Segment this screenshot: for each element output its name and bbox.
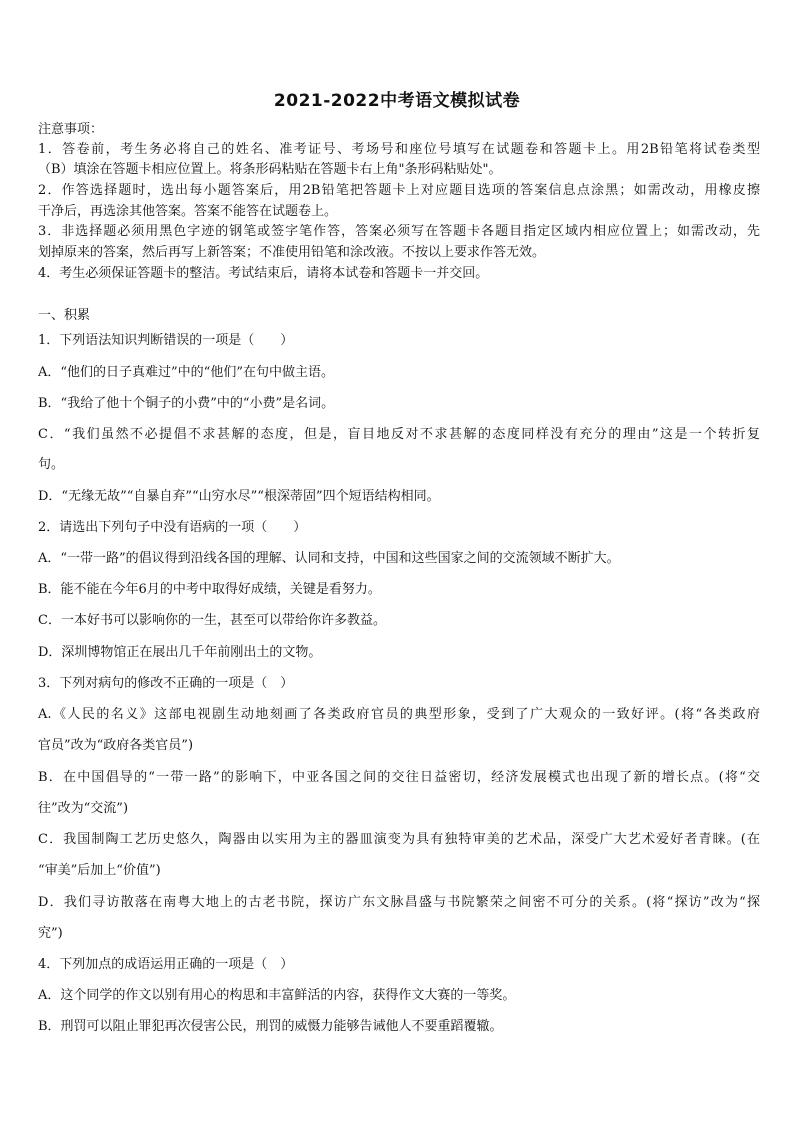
notice-item-2-line-1: 2．作答选择题时，选出每小题答案后，用2B铅笔把答题卡上对应题目选项的答案信息点涂黑；如需改动，用橡皮擦 <box>38 183 760 198</box>
question-4-stem: 4．下列加点的成语运用正确的一项是（ ） <box>38 957 294 972</box>
question-2-option-b: B．能不能在今年6月的中考中取得好成绩，关键是看努力。 <box>38 582 381 597</box>
page-title: 2021-2022中考语文模拟试卷 <box>273 91 521 111</box>
question-3-option-a-line-1: A.《人民的名义》这部电视剧生动地刻画了各类政府官员的典型形象，受到了广大观众的一致好评。(将“各类政府 <box>38 707 760 722</box>
notice-item-2-line-2: 干净后，再选涂其他答案。答案不能答在试题卷上。 <box>38 204 338 219</box>
notice-item-4: 4．考生必须保证答题卡的整洁。考试结束后，请将本试卷和答题卡一并交回。 <box>38 266 489 281</box>
question-2-option-a: A．“一带一路”的倡议得到沿线各国的理解、认同和支持，中国和这些国家之间的交流领域不断扩大。 <box>38 551 620 566</box>
question-1-option-a: A．“他们的日子真难过”中的“他们”在句中做主语。 <box>38 365 334 380</box>
question-4-option-b: B．刑罚可以阻止罪犯再次侵害公民，刑罚的威慑力能够告诫他人不要重蹈覆辙。 <box>38 1019 503 1034</box>
notice-item-1-line-2: （B）填涂在答题卡相应位置上。将条形码粘贴在答题卡右上角"条形码粘贴处"。 <box>38 162 502 177</box>
notice-heading: 注意事项： <box>38 122 104 137</box>
question-3-option-c-line-2: “审美”后加上“价值”) <box>38 863 161 878</box>
question-3-option-d-line-1: D．我们寻访散落在南粤大地上的古老书院，探访广东文脉昌盛与书院繁荣之间密不可分的关系。(将“探访”改为“探 <box>38 895 760 910</box>
question-2-option-c: C．一本好书可以影响你的一生，甚至可以带给你许多教益。 <box>38 613 386 628</box>
question-2-option-d: D．深圳博物馆正在展出几千年前刚出土的文物。 <box>38 645 322 660</box>
notice-item-1-line-1: 1．答卷前，考生务必将自己的姓名、准考证号、考场号和座位号填写在试题卷和答题卡上。用2B铅笔将试卷类型 <box>38 142 760 157</box>
question-3-option-d-line-2: 究”) <box>38 926 63 941</box>
question-3-option-b-line-1: B．在中国倡导的“一带一路”的影响下，中亚各国之间的交往日益密切，经济发展模式也出现了新的增长点。(将“交 <box>38 770 760 785</box>
question-3-option-b-line-2: 往”改为“交流”) <box>38 801 129 816</box>
question-4-option-a: A．这个同学的作文以别有用心的构思和丰富鲜活的内容，获得作文大赛的一等奖。 <box>38 988 516 1003</box>
question-3-option-c-line-1: C．我国制陶工艺历史悠久，陶器由以实用为主的器皿演变为具有独特审美的艺术品，深受广大艺术爱好者青睐。(在 <box>38 832 760 847</box>
notice-item-3-line-2: 划掉原来的答案，然后再写上新答案；不准使用铅笔和涂改液。不按以上要求作答无效。 <box>38 245 546 260</box>
question-1-stem: 1．下列语法知识判断错误的一项是（ ） <box>38 333 294 348</box>
question-1-option-c-line-2: 句。 <box>38 457 65 472</box>
section-heading: 一、积累 <box>38 308 91 323</box>
question-2-stem: 2．请选出下列句子中没有语病的一项（ ） <box>38 520 307 535</box>
question-1-option-b: B．“我给了他十个铜子的小费”中的“小费”是名词。 <box>38 396 335 411</box>
question-3-option-a-line-2: 官员”改为“政府各类官员”) <box>38 738 194 753</box>
question-1-option-c-line-1: C．“我们虽然不必提倡不求甚解的态度，但是，盲目地反对不求甚解的态度同样没有充分的理由”这是一个转折复 <box>38 427 760 442</box>
question-3-stem: 3．下列对病句的修改不正确的一项是（ ） <box>38 676 294 691</box>
question-1-option-d: D．“无缘无故”“自暴自弃”“山穷水尽”“根深蒂固”四个短语结构相同。 <box>38 489 440 504</box>
notice-item-3-line-1: 3．非选择题必须用黑色字迹的钢笔或签字笔作答，答案必须写在答题卡各题目指定区域内相应位置上；如需改动，先 <box>38 224 760 239</box>
